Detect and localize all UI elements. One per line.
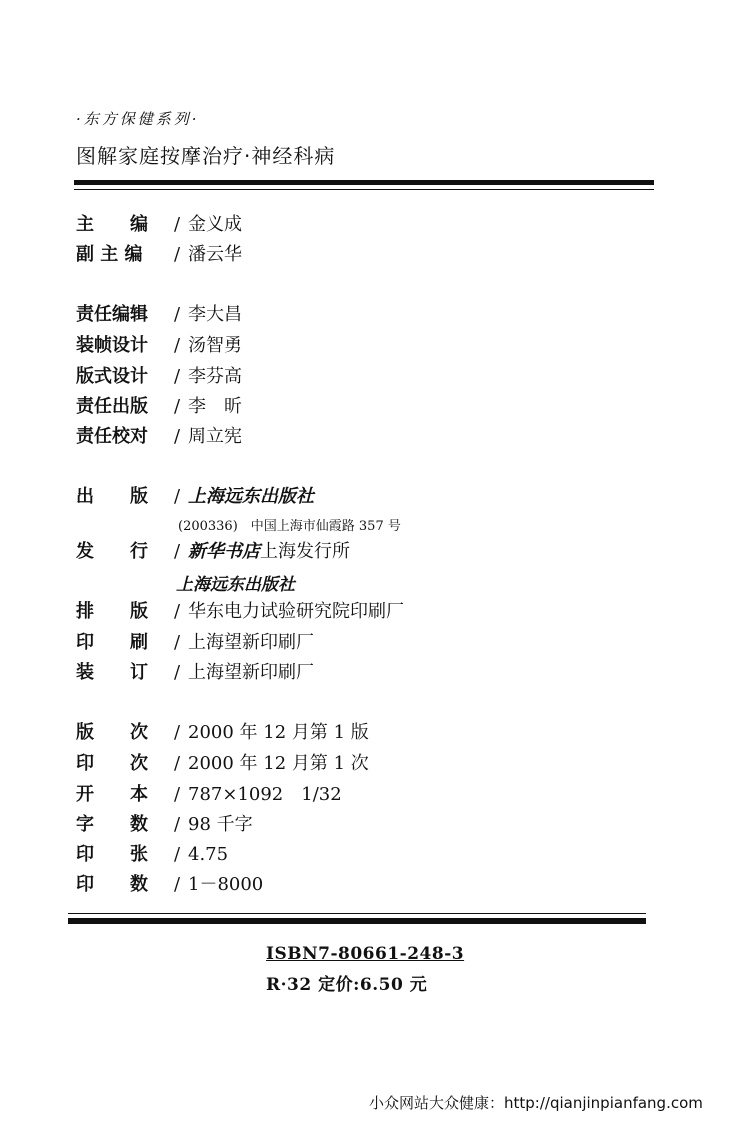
spec-row: 字 数 / 98 千字 [76,812,253,838]
typesetting-row: 排 版 / 华东电力试验研究院印刷厂 [76,599,404,625]
staff-row: 版式设计 / 李芬高 [76,364,242,390]
staff-value: 李大昌 [188,304,242,325]
distributor-row: 发 行 / 新华书店上海发行所 [76,539,350,565]
staff-value: 汤智勇 [188,335,242,356]
staff-label: 版式设计 [76,366,148,387]
spec-row: 印 张 / 4.75 [76,842,228,868]
spec-label: 印 数 [76,874,148,895]
spec-label: 印 次 [76,753,148,774]
binding-row: 装 订 / 上海望新印刷厂 [76,660,314,686]
staff-value: 周立宪 [188,426,242,447]
binding-label: 装 订 [76,662,148,683]
publisher-address: (200336) 中国上海市仙霞路 357 号 [178,519,401,534]
deputy-editor-label: 副 主 编 [76,244,143,265]
printing-value: 上海望新印刷厂 [188,632,314,653]
staff-label: 责任校对 [76,426,148,447]
publisher-label: 出 版 [76,486,148,507]
printing-row: 印 刷 / 上海望新印刷厂 [76,630,314,656]
footer-rule-thick [68,918,646,924]
isbn-number: ISBN7-80661-248-3 [266,944,465,964]
book-title: 图解家庭按摩治疗·神经科病 [76,144,336,168]
deputy-editor-row: 副 主 编 / 潘云华 [76,242,242,268]
spec-label: 字 数 [76,814,148,835]
editor-label: 主 编 [76,214,148,235]
spec-label: 版 次 [76,722,148,743]
staff-row: 责任编辑 / 李大昌 [76,302,242,328]
printing-label: 印 刷 [76,632,148,653]
deputy-editor-value: 潘云华 [188,244,242,265]
spec-value: 2000 年 12 月第 1 次 [188,753,369,774]
price-line: R·32 定价:6.50 元 [266,975,428,995]
spec-row: 印 数 / 1－8000 [76,872,263,898]
distributor-value-italic: 新华书店 [188,541,260,562]
spec-value: 4.75 [188,844,229,865]
spec-row: 开 本 / 787×1092 1/32 [76,782,342,808]
editor-value: 金义成 [188,214,242,235]
distributor-label: 发 行 [76,541,148,562]
spec-value: 2000 年 12 月第 1 版 [188,722,369,743]
publisher-value: 上海远东出版社 [188,486,314,507]
staff-label: 装帧设计 [76,335,148,356]
staff-label: 责任出版 [76,396,148,417]
typesetting-label: 排 版 [76,601,148,622]
spec-value: 1－8000 [188,874,264,895]
spec-value: 98 千字 [188,814,253,835]
footer-rule-thin [68,913,646,914]
header-rule-thin [74,189,654,190]
spec-label: 开 本 [76,784,148,805]
spec-value: 787×1092 1/32 [188,784,342,805]
typesetting-value: 华东电力试验研究院印刷厂 [188,601,404,622]
publisher-row: 出 版 / 上海远东出版社 [76,484,314,510]
spec-row: 印 次 / 2000 年 12 月第 1 次 [76,751,369,777]
spec-label: 印 张 [76,844,148,865]
staff-row: 责任出版 / 李 昕 [76,394,242,420]
staff-row: 装帧设计 / 汤智勇 [76,333,242,359]
site-footer: 小众网站大众健康：http://qianjinpianfang.com [369,1094,703,1112]
distributor-value: 上海发行所 [260,541,350,562]
distributor-value-2: 上海远东出版社 [176,575,295,595]
book-series: ·东方保健系列· [76,110,200,128]
staff-value: 李 昕 [188,396,242,417]
staff-label: 责任编辑 [76,304,148,325]
spec-row: 版 次 / 2000 年 12 月第 1 版 [76,720,369,746]
staff-value: 李芬高 [188,366,242,387]
staff-row: 责任校对 / 周立宪 [76,424,242,450]
header-rule-thick [74,180,654,185]
binding-value: 上海望新印刷厂 [188,662,314,683]
editor-row: 主 编 / 金义成 [76,212,242,238]
